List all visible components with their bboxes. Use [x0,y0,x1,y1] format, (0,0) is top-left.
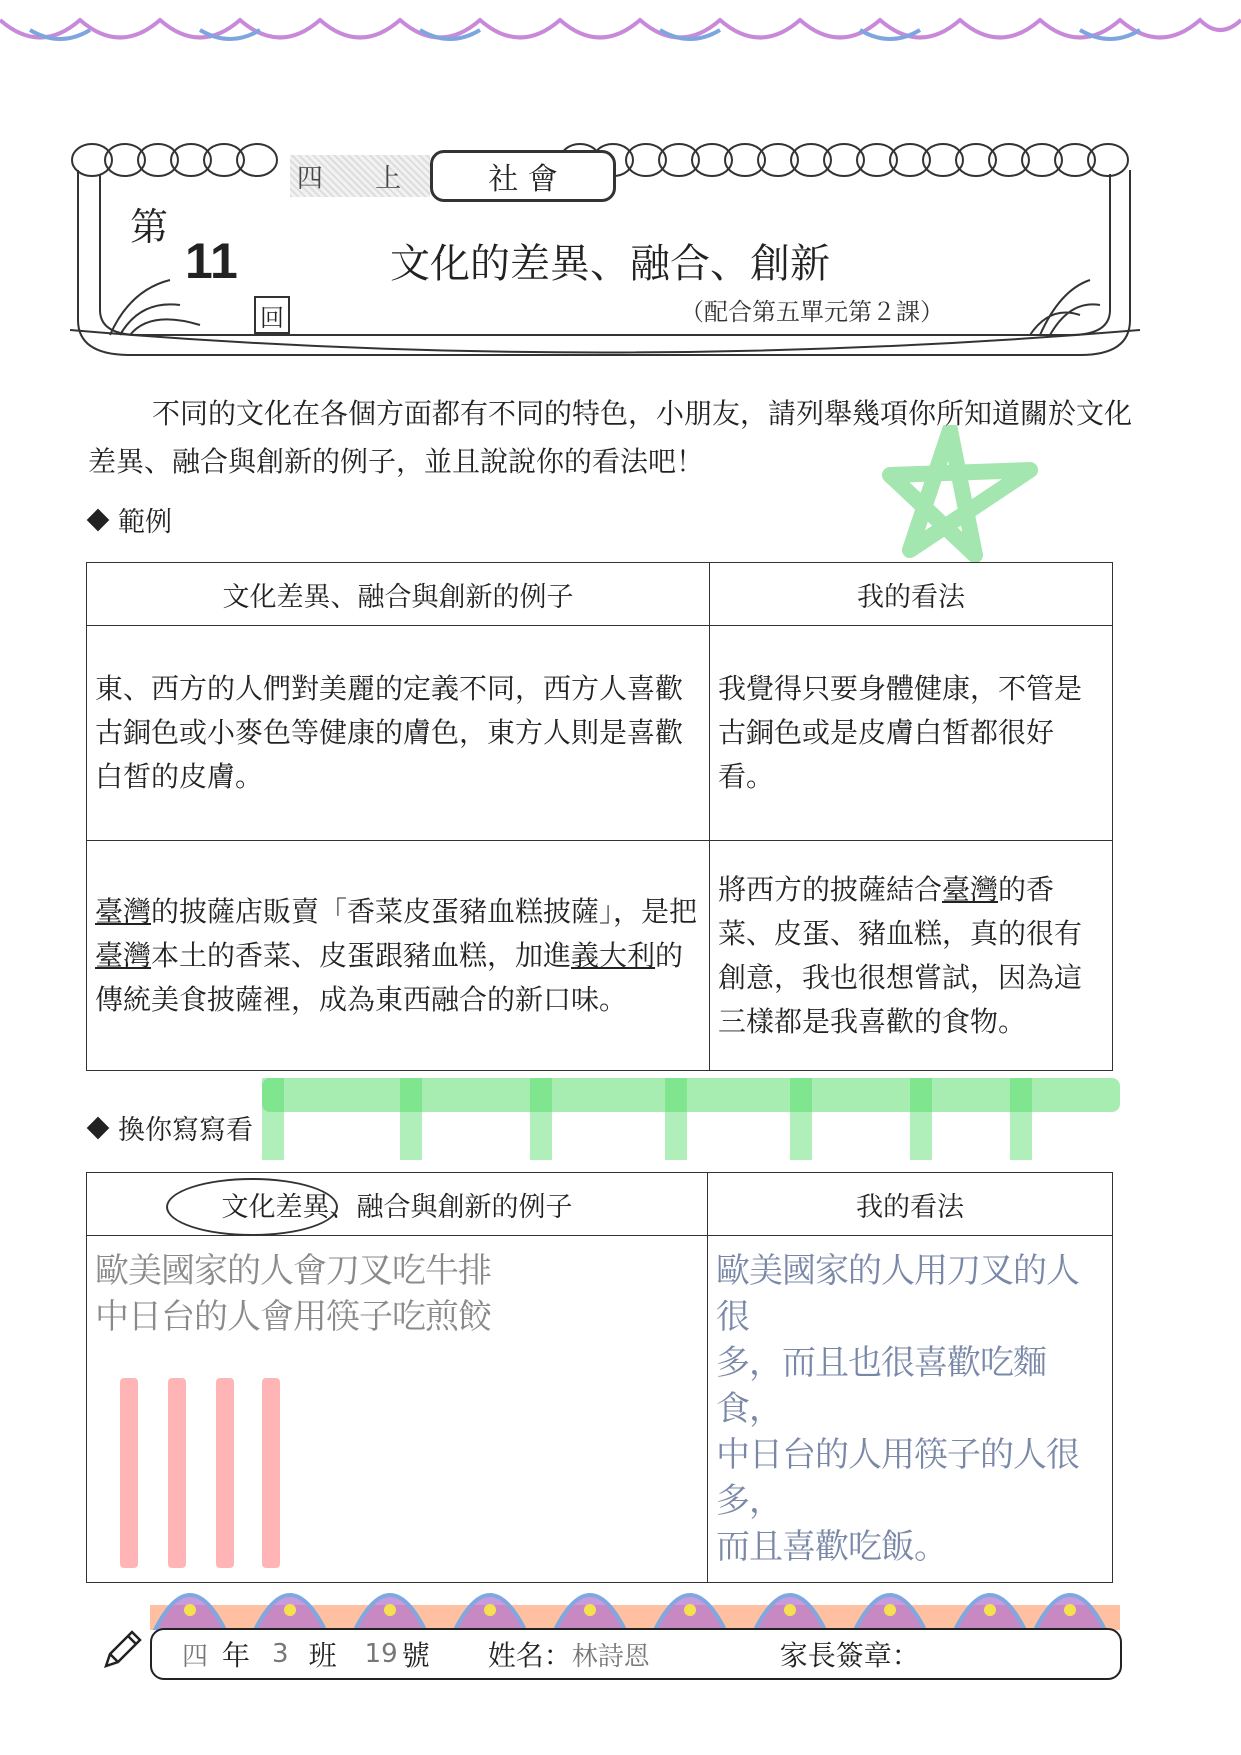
subject-label: 社 會 [430,150,616,202]
scroll-rolls-right [560,144,1128,176]
column-header-example: 文化差異、融合與創新的例子 [87,1173,708,1236]
opinion-cell: 將西方的披薩結合臺灣的香菜、皮蛋、豬血糕，真的很有創意，我也很想嘗試，因為這三樣都是我喜歡的食物。 [710,841,1113,1071]
green-highlight-bar [262,1078,1120,1112]
pink-highlight-stroke [168,1378,186,1568]
example-section-label: 範例 [86,500,172,539]
green-highlight-tick [790,1078,812,1160]
grade-label: 四 上 [290,155,430,197]
lesson-unit: 回 [254,296,290,334]
pink-highlight-stroke [262,1378,280,1568]
diamond-bullet-icon [87,508,110,531]
grade-value[interactable]: 四 [182,1641,209,1672]
class-unit-label: 班 [308,1639,337,1672]
unit-coordination: （配合第五單元第２課） [680,298,944,326]
green-highlight-tick [400,1078,422,1160]
lesson-number: 11 [185,233,238,289]
class-value[interactable]: 3 [272,1639,289,1669]
table-row [87,626,1113,841]
scallop-border-top [0,0,1241,60]
opinion-cell: 我覺得只要身體健康，不管是古銅色或是皮膚白皙都很好看。 [710,626,1113,841]
pink-highlight-stroke [120,1378,138,1568]
name-label: 姓名： [487,1639,572,1672]
grade-unit-label: 年 [222,1639,251,1672]
lesson-label: 第 [130,205,169,249]
student-info-bar [150,1628,1122,1680]
column-header-example: 文化差異、融合與創新的例子 [87,563,710,626]
green-highlight-tick [910,1078,932,1160]
column-header-opinion: 我的看法 [708,1173,1113,1236]
seat-number-value[interactable]: 19 [364,1639,398,1669]
seat-number-label: 號 [401,1639,430,1672]
table-header-row [87,563,1113,626]
practice-section-label: 換你寫寫看 [86,1108,253,1147]
parent-signature-label: 家長簽章： [779,1639,920,1672]
diamond-bullet-icon [87,1116,110,1139]
example-cell: 臺灣的披薩店販賣「香菜皮蛋豬血糕披薩」，是把臺灣本土的香菜、皮蛋跟豬血糕，加進義大利的傳統美食披薩裡，成為東西融合的新口味。 [87,841,710,1071]
green-highlight-tick [665,1078,687,1160]
pink-highlight-stroke [216,1378,234,1568]
example-table [86,562,1113,1071]
green-highlight-tick [530,1078,552,1160]
scroll-rolls-left [72,144,277,176]
column-header-opinion: 我的看法 [710,563,1113,626]
green-highlight-tick [262,1078,284,1160]
green-highlight-tick [1010,1078,1032,1160]
student-answer-opinion[interactable]: 歐美國家的人用刀叉的人很 多，而且也很喜歡吃麵食， 中日台的人用筷子的人很多， 而且喜歡吃飯。 [708,1236,1113,1583]
name-value[interactable]: 林詩恩 [571,1641,650,1672]
student-answer-example[interactable]: 歐美國家的人會刀叉吃牛排 中日台的人會用筷子吃煎餃 [87,1236,708,1583]
table-row [87,841,1113,1071]
arch-doodle-border [150,1565,1120,1630]
intro-paragraph: 不同的文化在各個方面都有不同的特色，小朋友，請列舉幾項你所知道關於文化差異、融合與創新的例子，並且說說你的看法吧！ [88,397,1133,478]
hand-circle-mark [166,1178,338,1236]
grass-right-icon [1030,280,1100,335]
example-cell: 東、西方的人們對美麗的定義不同，西方人喜歡古銅色或小麥色等健康的膚色，東方人則是喜歡白皙的皮膚。 [87,626,710,841]
table-row [87,1236,1113,1583]
pencil-icon [100,1628,144,1672]
page-title: 文化的差異、融合、創新 [390,241,830,287]
